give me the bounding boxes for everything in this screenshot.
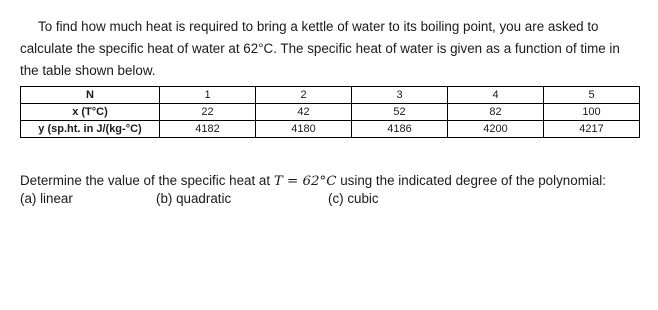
option-linear: (a) linear <box>20 191 73 206</box>
table-cell: 1 <box>160 87 256 104</box>
prompt-before: Determine the value of the specific heat at <box>20 173 274 188</box>
table-cell: 42 <box>256 104 352 121</box>
table-cell: 4182 <box>160 121 256 138</box>
data-table <box>20 86 640 138</box>
row-header-x: x (T°C) <box>21 104 160 121</box>
table-cell: 52 <box>352 104 448 121</box>
row-header-y: y (sp.ht. in J/(kg-°C) <box>21 121 160 138</box>
table-cell: 4186 <box>352 121 448 138</box>
option-quadratic: (b) quadratic <box>156 191 232 206</box>
table-cell: 2 <box>256 87 352 104</box>
question-prompt <box>20 172 650 191</box>
temperature-math: T = 62°C <box>273 174 337 189</box>
table-cell: 4 <box>448 87 544 104</box>
table-cell: 22 <box>160 104 256 121</box>
table-row-x <box>21 104 640 121</box>
table-row-y <box>21 121 640 138</box>
row-header-n: N <box>21 87 160 104</box>
intro-text: To find how much heat is required to bring a kettle of water to its boiling point, you are asked to calculate the specific heat of water at 62°C. The specific heat of water is given as a function of time in the table shown below. <box>20 19 620 78</box>
table-cell: 82 <box>448 104 544 121</box>
prompt-after: using the indicated degree of the polynomial: <box>336 173 606 188</box>
table-cell: 4200 <box>448 121 544 138</box>
table-cell: 5 <box>544 87 640 104</box>
problem-intro <box>20 16 640 82</box>
polynomial-options <box>20 190 620 208</box>
option-cubic: (c) cubic <box>328 191 379 206</box>
table-row-n <box>21 87 640 104</box>
table-cell: 100 <box>544 104 640 121</box>
table-cell: 4217 <box>544 121 640 138</box>
table-cell: 3 <box>352 87 448 104</box>
table-cell: 4180 <box>256 121 352 138</box>
